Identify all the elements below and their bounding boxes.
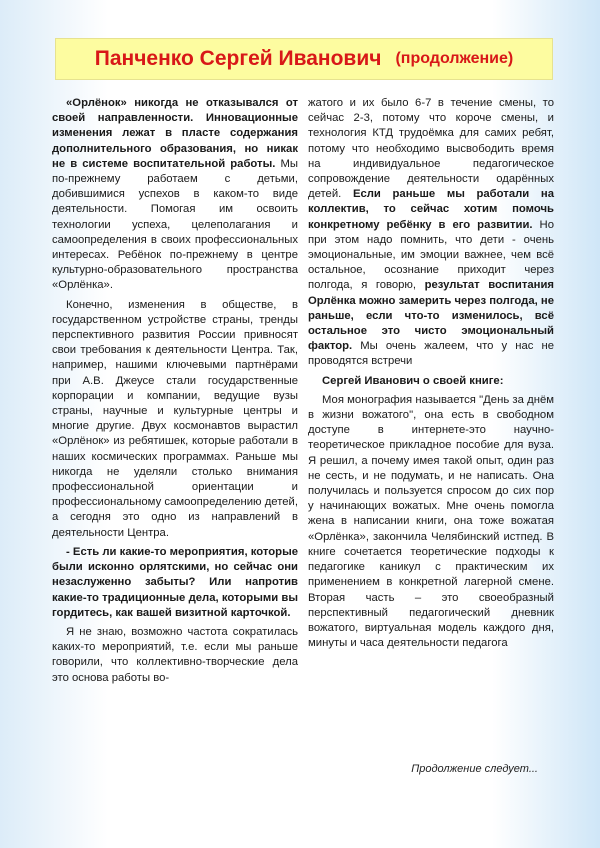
left-paragraph-2: Конечно, изменения в обществе, в государственном устройстве страны, тренды перспективного развития России привносят свои требования к деятельности Центра. Так, например, нашими ключевыми партнёрами при А.В. Джеусе стали государственные корпорации и компании, ведущие вузы страны, научные и культурные центры и многие другие. Двух космонавтов вырастил «Орлёнок» из ребятишек, которые работали в наших космических программах. Раньше мы никогда не уделяли столько внимания профессиональной ориентации и профессиональному самоопределению детей, а сегодня это одно из направлений в деятельности Центра.	[52, 298, 298, 539]
right-p1-regular-1: жатого и их было 6-7 в течение смены, то сейчас 2-3, потому что короче смены, и технология КТД трудоёмка для самих ребят, потому что необходимо высвободить время на индивидуальное педагогическое сопровождение деятельности одарённых детей.	[308, 97, 554, 201]
left-paragraph-3: Я не знаю, возможно частота сократилась каких-то мероприятий, т.е. если мы раньше говорили, что коллективно-творческие дела это основа работы во-	[52, 625, 298, 684]
continued-note: Продолжение следует...	[411, 763, 538, 775]
right-p1-regular-3: Мы очень жалеем, что у нас не проводятся встречи	[308, 340, 554, 368]
right-column	[308, 96, 554, 655]
page-title: Панченко Сергей Иванович	[94, 47, 382, 70]
interview-question: - Есть ли какие-то мероприятия, которые были исконно орлятскими, но сейчас они незаслуженно забыты? Или напротив какие-то традиционные дела, которыми вы гордитесь, как вашей визитной карточкой.	[52, 545, 298, 619]
left-p1-bold: «Орлёнок» никогда не отказывался от своей направленности. Инновационные изменения лежат в пласте содержания дополнительного образования, но никак не в системе воспитательной работы.	[52, 97, 298, 170]
right-paragraph-2: Моя монография называется "День за днём в жизни вожатого", она есть в свободном доступе в интернете-это научно-теоретическое прикладное пособие для вуза. Я решил, а почему имея такой опыт, один раз не сесть, и не подумать, и не написать. Она получилась и пользуется спросом до сих пор у начинающих вожатых. Мне очень помогла жена в написании книги, она тоже вожатая «Орлёнка», закончила Челябинский истпед. В книге сочетается теоретические подходы к педагогике каникул с практическим их применением в конкретной лагерной смене. Вторая часть – это своеобразный перспективный педагогический дневник вожатого, виртуальная модель каждого дня, минуты и часа деятельности педагога	[308, 393, 554, 650]
left-p1-regular: Мы по-прежнему работаем с детьми, добившимися успехов в каком-то виде деятельности. Помогая им освоить технологии успеха, целеполагания и самоопределения в своих профессиональных интересах. Ребёнок по-прежнему в центре культурно-образовательного пространства «Орлёнка».	[52, 157, 298, 292]
title-banner	[55, 38, 553, 80]
left-column	[52, 96, 298, 690]
book-subheading: Сергей Иванович о своей книге:	[322, 374, 504, 387]
right-p1-bold-1: Если раньше мы работали на коллектив, то сейчас хотим помочь конкретному ребёнку в его развитии.	[308, 188, 554, 231]
left-paragraph-1	[52, 96, 298, 294]
right-paragraph-1	[308, 96, 554, 370]
right-p1-regular-2: Но при этом надо помнить, что дети - очень эмоциональные, им эмоции важнее, чем всё остальное, осознание приходит через полгода, я говорю,	[308, 218, 554, 292]
right-p1-bold-2: результат воспитания Орлёнка можно замерить через полгода, не раньше, если что-то изменилось, всё остальное это чисто эмоциональный фактор.	[308, 279, 555, 353]
title-continuation: (продолжение)	[395, 50, 514, 67]
